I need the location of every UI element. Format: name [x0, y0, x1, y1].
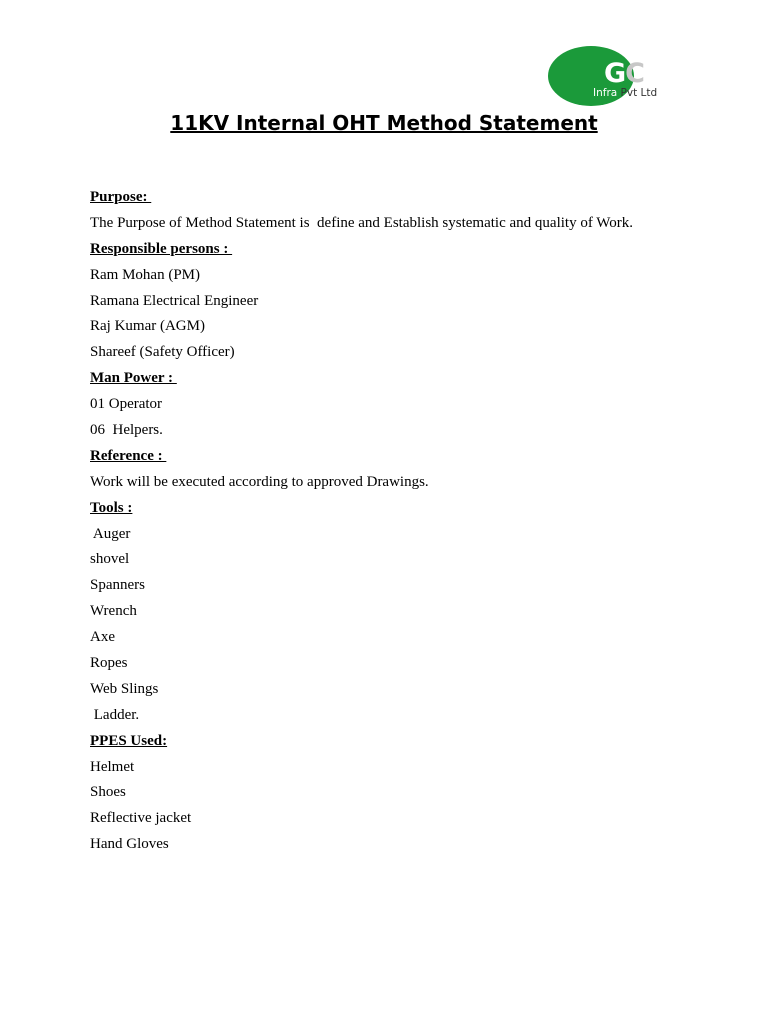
manpower-item: 06 Helpers.: [90, 422, 163, 439]
reference-heading: Reference :: [90, 447, 167, 464]
responsible-person: Shareef (Safety Officer): [90, 344, 235, 361]
ppe-item: Reflective jacket: [90, 810, 192, 827]
ppe-item: Shoes: [90, 784, 126, 801]
responsible-person: Raj Kumar (AGM): [90, 318, 205, 335]
tool-item: Web Slings: [90, 680, 159, 697]
ppe-item: Hand Gloves: [90, 836, 169, 853]
tool-item: Ropes: [90, 655, 128, 672]
purpose-text: The Purpose of Method Statement is define and Establish systematic and quality of Work.: [90, 214, 633, 231]
purpose-heading: Purpose:: [90, 189, 152, 205]
manpower-item: 01 Operator: [90, 396, 163, 413]
logo-letters: GC: [604, 58, 644, 89]
document-title: 11KV Internal OHT Method Statement: [170, 111, 598, 135]
document-body: [90, 187, 710, 860]
responsible-person: Ramana Electrical Engineer: [90, 292, 259, 309]
tool-item: Ladder.: [90, 706, 140, 723]
logo-subtitle: Infra Pvt Ltd: [593, 87, 658, 99]
tool-item: Spanners: [90, 577, 145, 594]
tools-heading: Tools :: [90, 499, 133, 516]
tool-item: Wrench: [90, 603, 137, 620]
manpower-heading: Man Power :: [90, 370, 177, 387]
responsible-person: Ram Mohan (PM): [90, 266, 200, 283]
ppes-heading: PPES Used:: [90, 732, 168, 749]
company-logo: [548, 46, 680, 108]
tool-item: Axe: [90, 629, 115, 646]
tool-item: Auger: [90, 525, 131, 542]
tool-item: shovel: [90, 551, 130, 568]
responsible-heading: Responsible persons :: [90, 240, 233, 257]
reference-text: Work will be executed according to approved Drawings.: [90, 473, 429, 490]
ppe-item: Helmet: [90, 758, 135, 775]
